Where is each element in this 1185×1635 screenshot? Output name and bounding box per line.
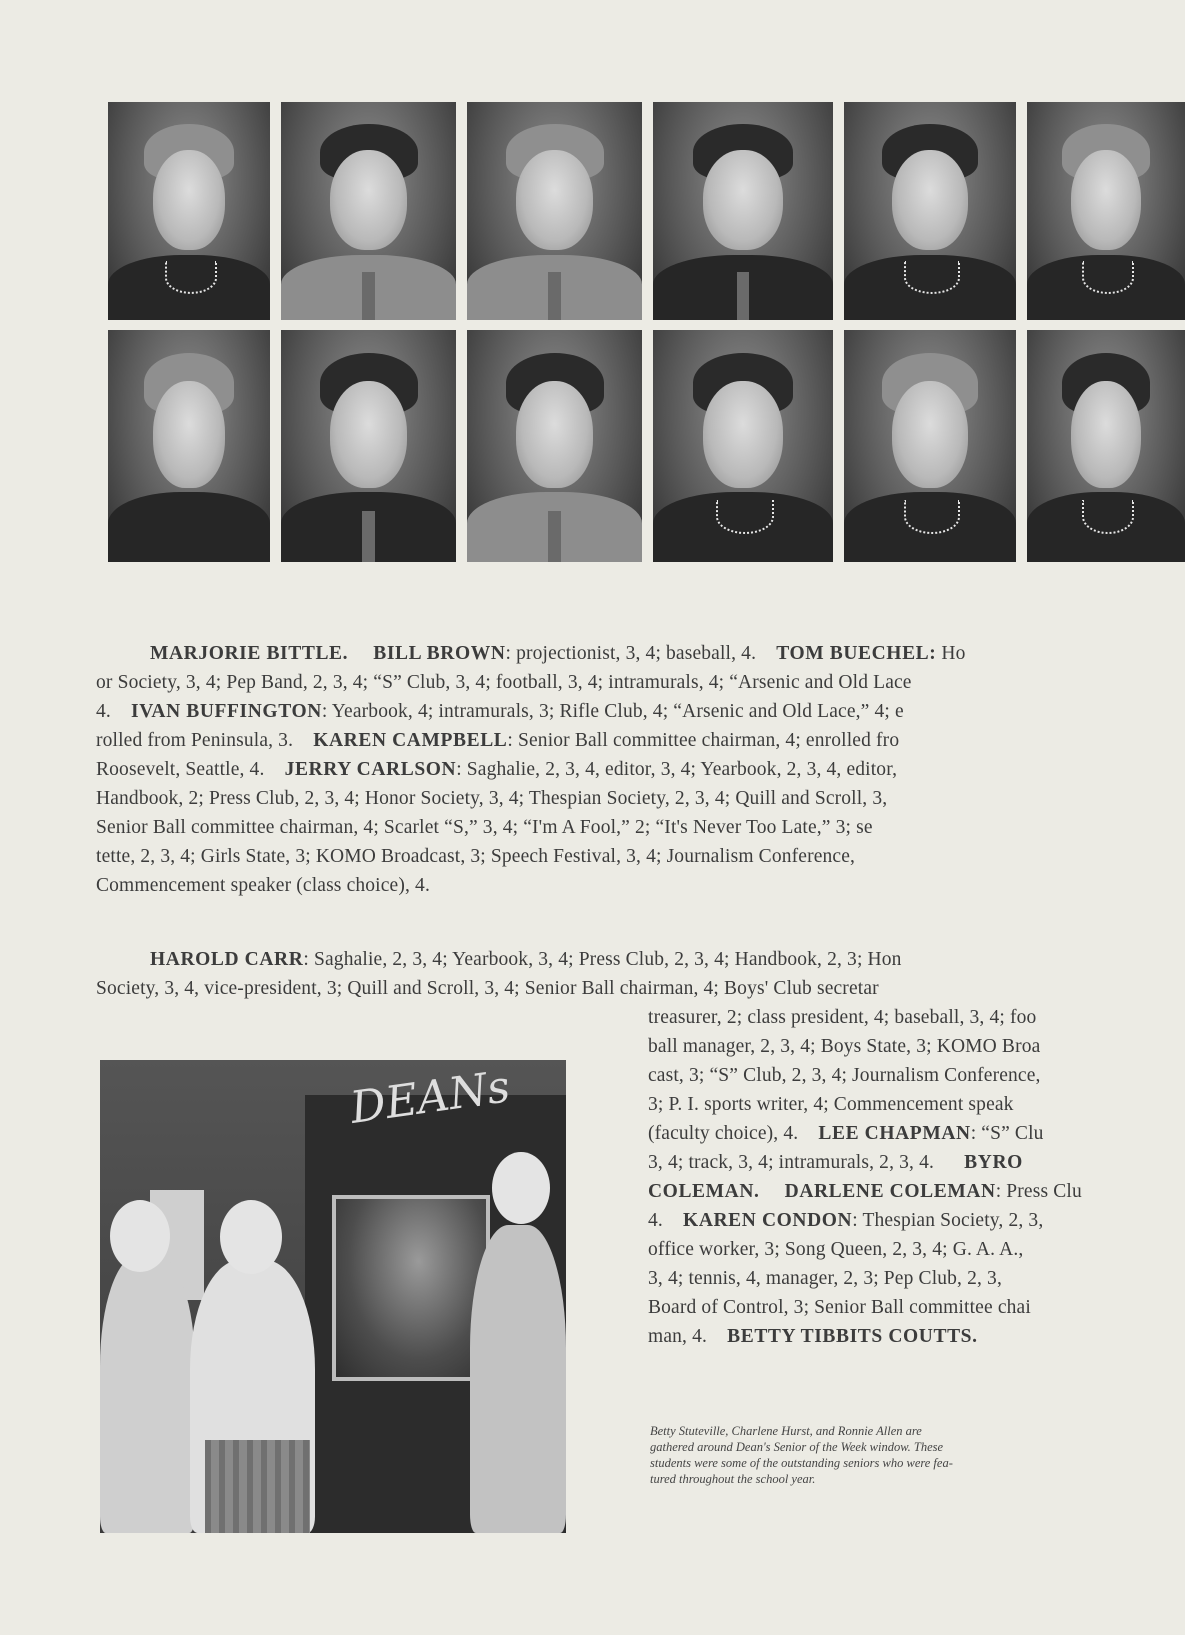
bio-text: Handbook, 2; Press Club, 2, 3, 4; Honor Society, 3, 4; Thespian Society, 2, 3, 4; Quill and Scroll, 3, <box>96 788 888 809</box>
portrait-row2-col1 <box>108 330 270 562</box>
bio-text: Board of Control, 3; Senior Ball committee chai <box>648 1297 1031 1318</box>
bio-text: office worker, 3; Song Queen, 2, 3, 4; G. A. A., <box>648 1239 1024 1260</box>
person-right <box>470 1225 566 1533</box>
bio-text: 3; P. I. sports writer, 4; Commencement speak <box>648 1094 1014 1115</box>
bio-text: 4. <box>648 1210 663 1231</box>
student-name: IVAN BUFFINGTON <box>131 701 322 722</box>
bio-line <box>96 697 1185 726</box>
bio-line <box>648 1003 1185 1032</box>
student-name: COLEMAN. <box>648 1181 760 1202</box>
portrait-row2-col5 <box>844 330 1016 562</box>
bio-line <box>96 842 1185 871</box>
bio-text: : Senior Ball committee chairman, 4; enrolled fro <box>507 730 900 751</box>
portrait-row2-col3 <box>467 330 642 562</box>
bio-line <box>648 1322 1185 1351</box>
bio-line <box>150 945 1185 974</box>
bio-text: ball manager, 2, 3, 4; Boys State, 3; KOMO Broa <box>648 1036 1041 1057</box>
bio-text: Roosevelt, Seattle, 4. <box>96 759 265 780</box>
student-name: MARJORIE BITTLE. <box>150 643 349 664</box>
bio-text: : Saghalie, 2, 3, 4, editor, 3, 4; Yearbook, 2, 3, 4, editor, <box>456 759 898 780</box>
student-name: HAROLD CARR <box>150 949 304 970</box>
bio-line <box>648 1061 1185 1090</box>
student-name: DARLENE COLEMAN <box>784 1181 996 1202</box>
bio-line <box>96 755 1185 784</box>
bio-text: Society, 3, 4, vice-president, 3; Quill and Scroll, 3, 4; Senior Ball chairman, 4; Boys' Club secretar <box>96 978 879 999</box>
bio-text: 3, 4; track, 3, 4; intramurals, 2, 3, 4. <box>648 1152 934 1173</box>
student-name: LEE CHAPMAN <box>818 1123 971 1144</box>
student-name: BYRO <box>964 1152 1023 1173</box>
head-right <box>492 1152 550 1224</box>
bio-text: : Press Clu <box>995 1181 1082 1202</box>
portrait-row1-col3 <box>467 102 642 320</box>
bio-text: Ho <box>936 643 966 664</box>
store-sign: DEANs <box>347 1061 514 1134</box>
portrait-row1-col6 <box>1027 102 1185 320</box>
bio-line <box>648 1090 1185 1119</box>
bio-line <box>648 1032 1185 1061</box>
portrait-grid <box>108 102 1185 562</box>
portrait-row2-col2 <box>281 330 456 562</box>
bio-text: tette, 2, 3, 4; Girls State, 3; KOMO Broadcast, 3; Speech Festival, 3, 4; Journalism Conference, <box>96 846 856 867</box>
bio-line <box>96 813 1185 842</box>
bio-line <box>648 1264 1185 1293</box>
student-name: TOM BUECHEL: <box>776 643 937 664</box>
portrait-row1-col5 <box>844 102 1016 320</box>
person-left <box>100 1255 195 1533</box>
caption-line: students were some of the outstanding seniors who were fea- <box>650 1456 953 1470</box>
bio-text: (faculty choice), 4. <box>648 1123 799 1144</box>
bio-line <box>648 1119 1185 1148</box>
caption-line: Betty Stuteville, Charlene Hurst, and Ronnie Allen are <box>650 1424 922 1438</box>
bio-line <box>96 871 1185 900</box>
bio-text: rolled from Peninsula, 3. <box>96 730 294 751</box>
bio-text: : “S” Clu <box>970 1123 1044 1144</box>
portrait-row1-col1 <box>108 102 270 320</box>
portrait-row2-col4 <box>653 330 833 562</box>
bio-text: Senior Ball committee chairman, 4; Scarlet “S,” 3, 4; “I'm A Fool,” 2; “It's Never Too Late,” 3; se <box>96 817 873 838</box>
bio-line <box>648 1206 1185 1235</box>
bio-text: 3, 4; tennis, 4, manager, 2, 3; Pep Club, 2, 3, <box>648 1268 1002 1289</box>
head-middle <box>220 1200 282 1274</box>
bio-text: : Thespian Society, 2, 3, <box>852 1210 1044 1231</box>
head-left <box>110 1200 170 1272</box>
student-name: BETTY TIBBITS COUTTS. <box>727 1326 978 1347</box>
portrait-row1-col4 <box>653 102 833 320</box>
bio-text: or Society, 3, 4; Pep Band, 2, 3, 4; “S” Club, 3, 4; football, 3, 4; intramurals, 4; “Arsenic and Old Lace <box>96 672 912 693</box>
bio-text: Commencement speaker (class choice), 4. <box>96 875 430 896</box>
bio-text: man, 4. <box>648 1326 707 1347</box>
bio-line <box>648 1293 1185 1322</box>
student-name: KAREN CAMPBELL <box>313 730 508 751</box>
bio-line <box>648 1148 1185 1177</box>
bio-line <box>96 784 1185 813</box>
photo-caption <box>650 1423 1120 1487</box>
bio-line <box>96 974 1185 1003</box>
bio-line <box>150 639 1185 668</box>
bio-text: : Saghalie, 2, 3, 4; Yearbook, 3, 4; Press Club, 2, 3, 4; Handbook, 2, 3; Hon <box>303 949 902 970</box>
framed-portrait <box>332 1195 490 1381</box>
bio-text: cast, 3; “S” Club, 2, 3, 4; Journalism Conference, <box>648 1065 1041 1086</box>
student-name: JERRY CARLSON <box>284 759 457 780</box>
bio-line <box>648 1177 1185 1206</box>
student-name: BILL BROWN <box>373 643 506 664</box>
bio-text: : Yearbook, 4; intramurals, 3; Rifle Club, 4; “Arsenic and Old Lace,” 4; e <box>321 701 904 722</box>
group-photo <box>100 1060 566 1533</box>
bio-line <box>96 668 1185 697</box>
bio-text: treasurer, 2; class president, 4; baseball, 3, 4; foo <box>648 1007 1037 1028</box>
student-name: KAREN CONDON <box>683 1210 853 1231</box>
caption-line: gathered around Dean's Senior of the Week window. These <box>650 1440 944 1454</box>
plaid-skirt <box>205 1440 310 1533</box>
bio-text: 4. <box>96 701 111 722</box>
portrait-row1-col2 <box>281 102 456 320</box>
bio-text: : projectionist, 3, 4; baseball, 4. <box>505 643 757 664</box>
bio-line <box>648 1235 1185 1264</box>
bio-line <box>96 726 1185 755</box>
portrait-row2-col6 <box>1027 330 1185 562</box>
caption-line: tured throughout the school year. <box>650 1472 816 1486</box>
